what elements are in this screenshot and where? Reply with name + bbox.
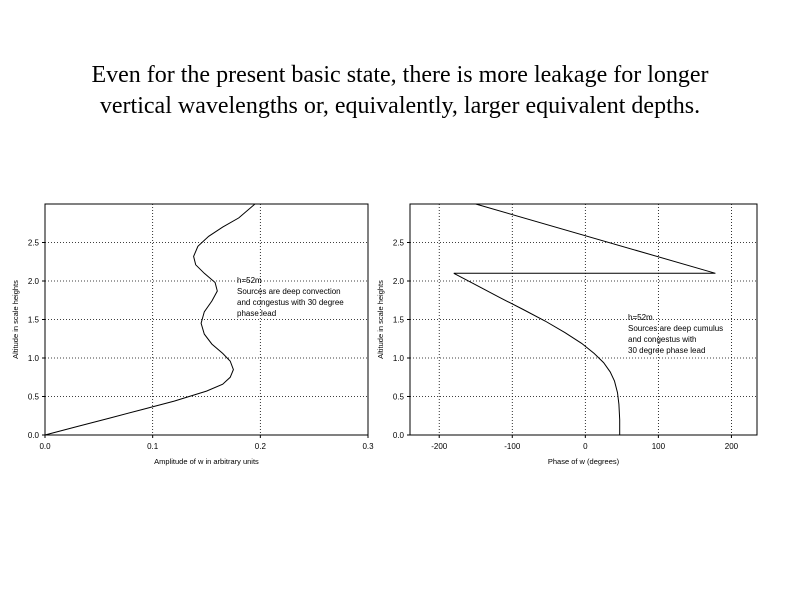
y-tick-label: 2.5 [27,238,39,248]
y-tick-label: 1.5 [392,315,404,325]
y-tick-label: 2.0 [392,277,404,286]
y-axis-label: Altitude in scale heights [376,280,385,359]
annotation-line: 30 degree phase lead [628,346,706,355]
y-tick-label: 0.0 [392,431,404,440]
x-tick-label: 200 [724,442,739,451]
y-tick-label: 2.5 [392,238,404,248]
annotation-line: Sources are deep cumulus [628,324,724,333]
x-tick-label: 0.1 [147,442,159,451]
annotation-line: and congestus with [628,335,697,344]
annotation-line: phase lead [237,309,277,318]
x-tick-label: 0.0 [39,442,51,451]
x-tick-label: 0.3 [362,442,374,451]
slide-title [30,60,770,122]
x-tick-label: -100 [504,442,521,451]
x-axis-label: Amplitude of w in arbitrary units [154,457,259,466]
amplitude-chart [0,190,380,490]
annotation-line: h=52m [237,276,262,285]
slide-title-line-2: vertical wavelengths or, equivalently, larger equivalent depths. [99,93,701,119]
y-tick-label: 1.5 [27,315,39,325]
phase-chart [376,190,780,490]
annotation-line: h=52m [628,313,653,322]
x-tick-label: -200 [431,442,448,451]
x-tick-label: 0 [583,442,588,451]
y-tick-label: 0.0 [27,431,39,440]
x-axis-label: Phase of w (degrees) [547,457,620,466]
x-tick-label: 100 [651,442,666,451]
y-tick-label: 0.5 [27,392,39,402]
y-tick-label: 1.0 [392,354,404,363]
y-axis-label: Altitude in scale heights [11,280,20,359]
annotation-line: Sources are deep convection [237,287,341,296]
y-tick-label: 0.5 [392,392,404,402]
y-tick-label: 1.0 [27,354,39,363]
y-tick-label: 2.0 [27,277,39,286]
annotation-line: and congestus with 30 degree [237,298,344,307]
x-tick-label: 0.2 [254,442,266,451]
slide-title-line-1: Even for the present basic state, there is more leakage for longer [91,62,709,88]
